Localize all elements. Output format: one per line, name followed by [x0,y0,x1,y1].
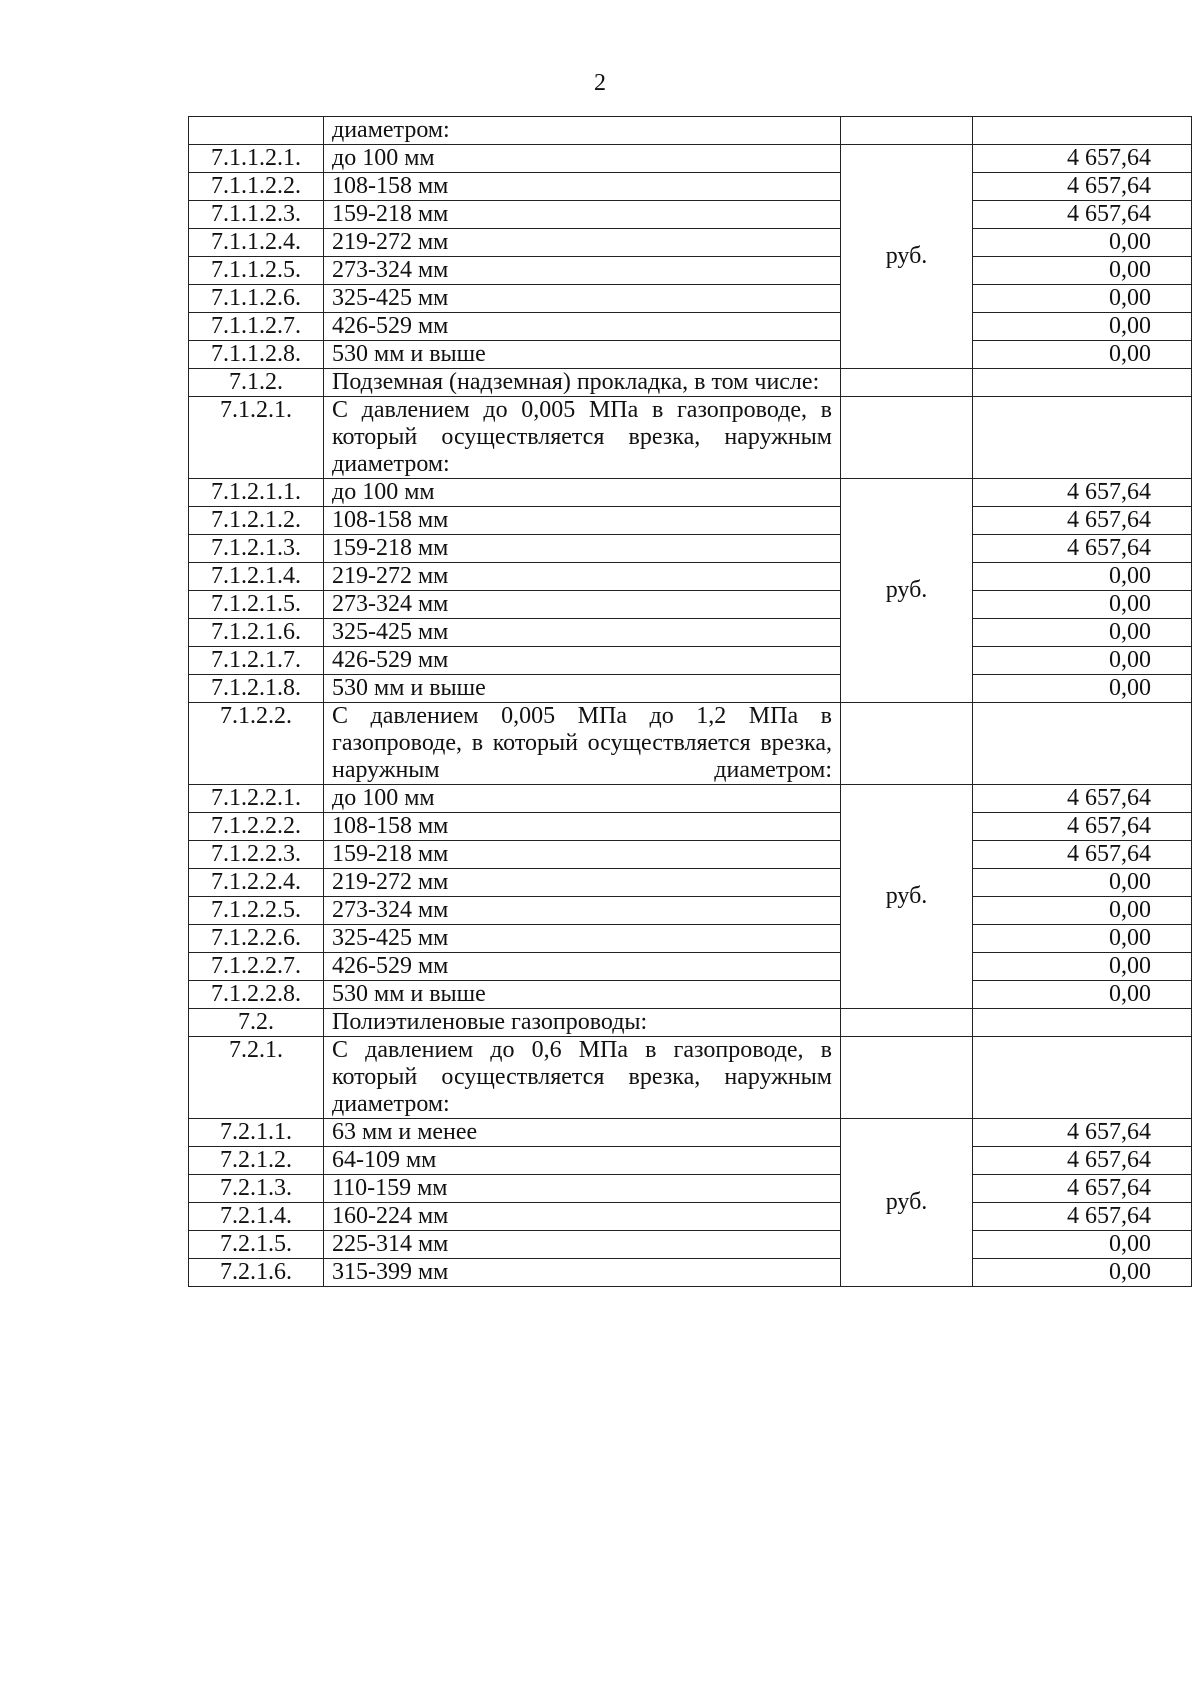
row-code: 7.1.2.2.5. [189,897,324,925]
row-price: 0,00 [973,563,1192,591]
row-description: Подземная (надземная) прокладка, в том числе: [324,369,841,397]
table-row [189,1203,1192,1231]
row-price: 0,00 [973,897,1192,925]
unit-cell: руб. [841,785,973,1009]
table-row [189,341,1192,369]
table-row [189,285,1192,313]
table-row [189,1147,1192,1175]
row-code [189,117,324,145]
row-price: 0,00 [973,341,1192,369]
row-description: С давлением до 0,6 МПа в газопроводе, в который осуществляется врезка, наружным диаметром: [324,1037,841,1119]
row-code: 7.2.1. [189,1037,324,1119]
row-description: 530 мм и выше [324,981,841,1009]
table-row [189,1175,1192,1203]
row-code: 7.2.1.4. [189,1203,324,1231]
row-code: 7.2.1.2. [189,1147,324,1175]
row-description: до 100 мм [324,785,841,813]
row-price: 0,00 [973,619,1192,647]
row-code: 7.1.1.2.6. [189,285,324,313]
table-row [189,591,1192,619]
table-row [189,117,1192,145]
row-code: 7.2.1.3. [189,1175,324,1203]
row-price [973,1009,1192,1037]
row-price [973,703,1192,785]
row-price: 4 657,64 [973,1203,1192,1231]
unit-cell: руб. [841,479,973,703]
unit-cell: руб. [841,1119,973,1287]
row-code: 7.1.1.2.3. [189,201,324,229]
table-row [189,1231,1192,1259]
table-row [189,563,1192,591]
row-code: 7.1.1.2.4. [189,229,324,257]
row-description: до 100 мм [324,145,841,173]
table-row [189,201,1192,229]
tariff-table-body [189,117,1192,1287]
table-row [189,1037,1192,1119]
row-price [973,397,1192,479]
table-row [189,1009,1192,1037]
row-code: 7.1.1.2.1. [189,145,324,173]
row-code: 7.1.2.2.8. [189,981,324,1009]
row-description: 108-158 мм [324,507,841,535]
table-row [189,397,1192,479]
row-code: 7.2.1.5. [189,1231,324,1259]
row-price [973,117,1192,145]
row-description: С давлением до 0,005 МПа в газопроводе, в который осуществляется врезка, наружным диаметром: [324,397,841,479]
row-price: 0,00 [973,313,1192,341]
row-price: 4 657,64 [973,841,1192,869]
row-description: 159-218 мм [324,535,841,563]
row-price: 4 657,64 [973,1147,1192,1175]
tariff-table [188,116,1192,1287]
table-row [189,507,1192,535]
table-row [189,869,1192,897]
table-row [189,1259,1192,1287]
row-code: 7.1.2.1.7. [189,647,324,675]
row-price: 4 657,64 [973,785,1192,813]
row-price: 4 657,64 [973,535,1192,563]
row-price: 4 657,64 [973,479,1192,507]
row-description: Полиэтиленовые газопроводы: [324,1009,841,1037]
row-description: 225-314 мм [324,1231,841,1259]
row-description: 108-158 мм [324,813,841,841]
row-description: 108-158 мм [324,173,841,201]
row-price: 4 657,64 [973,173,1192,201]
row-description: С давлением 0,005 МПа до 1,2 МПа в газопроводе, в который осуществляется врезка, наружным диаметром: [324,703,841,785]
table-row [189,479,1192,507]
unit-cell-empty [841,1037,973,1119]
table-row [189,145,1192,173]
row-price: 0,00 [973,285,1192,313]
table-row [189,785,1192,813]
table-row [189,229,1192,257]
row-code: 7.1.2. [189,369,324,397]
table-row [189,981,1192,1009]
row-price [973,1037,1192,1119]
table-row [189,841,1192,869]
row-description: 63 мм и менее [324,1119,841,1147]
table-row [189,257,1192,285]
row-description: 325-425 мм [324,925,841,953]
row-price [973,369,1192,397]
row-description: 219-272 мм [324,229,841,257]
row-price: 0,00 [973,591,1192,619]
row-price: 4 657,64 [973,201,1192,229]
row-description: 160-224 мм [324,1203,841,1231]
row-code: 7.1.2.1.3. [189,535,324,563]
row-code: 7.1.1.2.2. [189,173,324,201]
row-code: 7.1.2.2.1. [189,785,324,813]
row-price: 0,00 [973,257,1192,285]
table-row [189,897,1192,925]
row-description: 273-324 мм [324,897,841,925]
row-description: 273-324 мм [324,257,841,285]
row-code: 7.1.2.2.4. [189,869,324,897]
row-description: до 100 мм [324,479,841,507]
row-price: 0,00 [973,981,1192,1009]
row-code: 7.1.2.2.3. [189,841,324,869]
row-price: 0,00 [973,1231,1192,1259]
row-code: 7.1.1.2.8. [189,341,324,369]
row-description: 325-425 мм [324,285,841,313]
table-row [189,1119,1192,1147]
row-description: 273-324 мм [324,591,841,619]
table-row [189,535,1192,563]
row-description: диаметром: [324,117,841,145]
unit-cell: руб. [841,145,973,369]
row-price: 0,00 [973,953,1192,981]
table-row [189,953,1192,981]
row-code: 7.1.2.2. [189,703,324,785]
table-row [189,173,1192,201]
row-price: 4 657,64 [973,1175,1192,1203]
table-row [189,619,1192,647]
table-row [189,813,1192,841]
unit-cell-empty [841,397,973,479]
unit-cell-empty [841,1009,973,1037]
row-price: 4 657,64 [973,145,1192,173]
row-code: 7.1.2.2.2. [189,813,324,841]
unit-cell-empty [841,369,973,397]
row-code: 7.1.2.1.5. [189,591,324,619]
page-number: 2 [594,70,606,96]
row-description: 159-218 мм [324,201,841,229]
row-code: 7.1.2.1.1. [189,479,324,507]
row-description: 426-529 мм [324,313,841,341]
row-description: 325-425 мм [324,619,841,647]
row-description: 219-272 мм [324,563,841,591]
row-code: 7.1.1.2.5. [189,257,324,285]
row-code: 7.1.2.1.8. [189,675,324,703]
row-description: 315-399 мм [324,1259,841,1287]
row-code: 7.1.2.1.4. [189,563,324,591]
table-row [189,703,1192,785]
row-description: 110-159 мм [324,1175,841,1203]
unit-cell-empty [841,703,973,785]
row-code: 7.1.2.1. [189,397,324,479]
row-description: 219-272 мм [324,869,841,897]
row-price: 0,00 [973,869,1192,897]
row-code: 7.1.2.2.6. [189,925,324,953]
row-description: 530 мм и выше [324,675,841,703]
row-price: 4 657,64 [973,1119,1192,1147]
row-description: 159-218 мм [324,841,841,869]
row-price: 0,00 [973,1259,1192,1287]
table-row [189,313,1192,341]
row-code: 7.1.2.1.2. [189,507,324,535]
row-code: 7.2.1.6. [189,1259,324,1287]
row-description: 426-529 мм [324,647,841,675]
row-description: 426-529 мм [324,953,841,981]
row-code: 7.1.1.2.7. [189,313,324,341]
row-price: 0,00 [973,229,1192,257]
row-price: 4 657,64 [973,813,1192,841]
unit-cell-empty [841,117,973,145]
table-row [189,675,1192,703]
table-row [189,647,1192,675]
row-price: 4 657,64 [973,507,1192,535]
table-row [189,925,1192,953]
row-code: 7.2. [189,1009,324,1037]
row-price: 0,00 [973,675,1192,703]
row-price: 0,00 [973,925,1192,953]
row-description: 64-109 мм [324,1147,841,1175]
row-code: 7.1.2.2.7. [189,953,324,981]
row-description: 530 мм и выше [324,341,841,369]
row-code: 7.1.2.1.6. [189,619,324,647]
table-row [189,369,1192,397]
row-price: 0,00 [973,647,1192,675]
row-code: 7.2.1.1. [189,1119,324,1147]
